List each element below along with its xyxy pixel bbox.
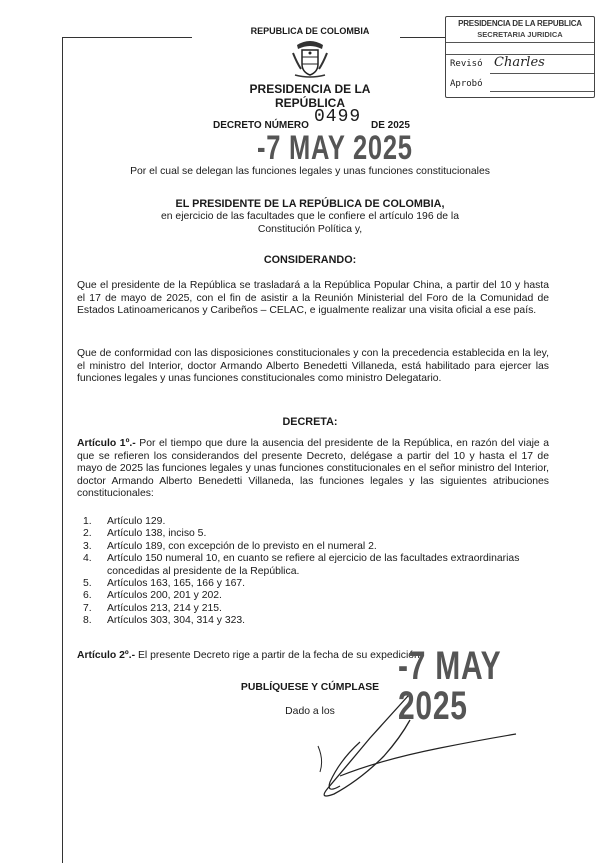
decree-number: 0499: [314, 107, 362, 127]
list-item: 1. Artículo 129.: [83, 516, 166, 527]
closing-date-stamp: -7 MAY 2025: [398, 644, 501, 728]
aprobo-label: Aprobó: [450, 79, 483, 89]
list-item: 4. Artículo 150 numeral 10, en cuanto se refiere al ejercicio de las facultades extraordinarias concedidas al presidente de la República.: [83, 553, 520, 577]
article-2-label: Artículo 2º.-: [77, 650, 136, 661]
article-1-label: Artículo 1º.-: [77, 438, 136, 449]
decree-year: DE 2025: [371, 120, 410, 131]
review-stamp-line2: SECRETARIA JURIDICA: [477, 30, 563, 39]
frame-top-line-right: [400, 37, 445, 38]
publish-order: PUBLÍQUESE Y CÚMPLASE: [240, 682, 380, 693]
reviso-signature: Charles: [494, 55, 545, 70]
review-stamp-line1: PRESIDENCIA DE LA REPUBLICA: [458, 19, 582, 28]
authority-title: EL PRESIDENTE DE LA REPÚBLICA DE COLOMBIA,: [175, 198, 445, 210]
article-1-list: [77, 516, 549, 628]
list-item: 8. Artículos 303, 304, 314 y 323.: [83, 615, 246, 627]
list-item: 6. Artículos 200, 201 y 202.: [83, 590, 222, 602]
decreta-heading: DECRETA:: [282, 416, 338, 428]
aprobo-underline: [490, 91, 594, 92]
frame-left-line: [62, 37, 63, 863]
list-item: 3. Artículo 189, con excepción de lo previsto en el numeral 2.: [83, 540, 377, 552]
considerando-paragraph-1: Que el presidente de la República se trasladará a la República Popular China, a partir del 10 y hasta el 17 de mayo de 2025, con el fin de asistir a la Reunión Ministerial del Foro de la Comunidad de Estados Latinoamericanos y Caribeños – CELAC, e igualmente realizar una visita oficial a ese país.: [77, 280, 549, 317]
article-2-text: El presente Decreto rige a partir de la fecha de su expedición.: [137, 650, 423, 661]
decree-purpose: Por el cual se delegan las funciones legales y unas funciones constitucionales: [130, 166, 490, 177]
list-item: 7. Artículos 213, 214 y 215.: [83, 602, 222, 614]
authority-line2: Constitución Política y,: [257, 224, 363, 235]
presidential-signature: [300, 690, 520, 810]
list-item: 2. Artículo 138, inciso 5.: [83, 528, 207, 540]
coat-of-arms-icon: [289, 39, 331, 79]
country-name: REPUBLICA DE COLOMBIA: [250, 26, 370, 36]
article-1-text: Por el tiempo que dure la ausencia del presidente de la República, en razón del viaje a que se refieren los considerandos del presente Decreto, delégase a partir del 10 y hasta el 17 de mayo de 2025 las funciones legales y unas funciones constitucionales en el señor ministro del Interior, doctor Armando Alberto Benedetti Villaneda, las funciones legales y las siguientes atribuciones constitucionales:: [77, 438, 550, 500]
article-1: [77, 438, 549, 501]
reviso-label: Revisó: [450, 59, 483, 69]
considerando-paragraph-2: Que de conformidad con las disposiciones constitucionales y con la precedencia establecida en la ley, el ministro del Interior, doctor Armando Alberto Benedetti Villaneda, está habilitado para ejercer las funciones legales y unas funciones constitucionales como ministro Delegatario.: [77, 348, 549, 385]
reviso-underline: [490, 73, 594, 74]
review-stamp-box: [445, 16, 595, 98]
authority-line1: en ejercicio de las facultades que le confiere el artículo 196 de la: [160, 211, 460, 222]
date-stamp: -7 MAY 2025: [257, 129, 413, 167]
office-title: PRESIDENCIA DE LA REPÚBLICA: [249, 82, 371, 110]
decree-label: DECRETO NÚMERO: [213, 120, 309, 131]
considerando-heading: CONSIDERANDO:: [263, 254, 357, 266]
list-item: 5. Artículos 163, 165, 166 y 167.: [83, 578, 246, 590]
given-on: Dado a los: [285, 706, 335, 717]
frame-top-line: [62, 37, 192, 38]
review-stamp-divider: [446, 42, 594, 43]
